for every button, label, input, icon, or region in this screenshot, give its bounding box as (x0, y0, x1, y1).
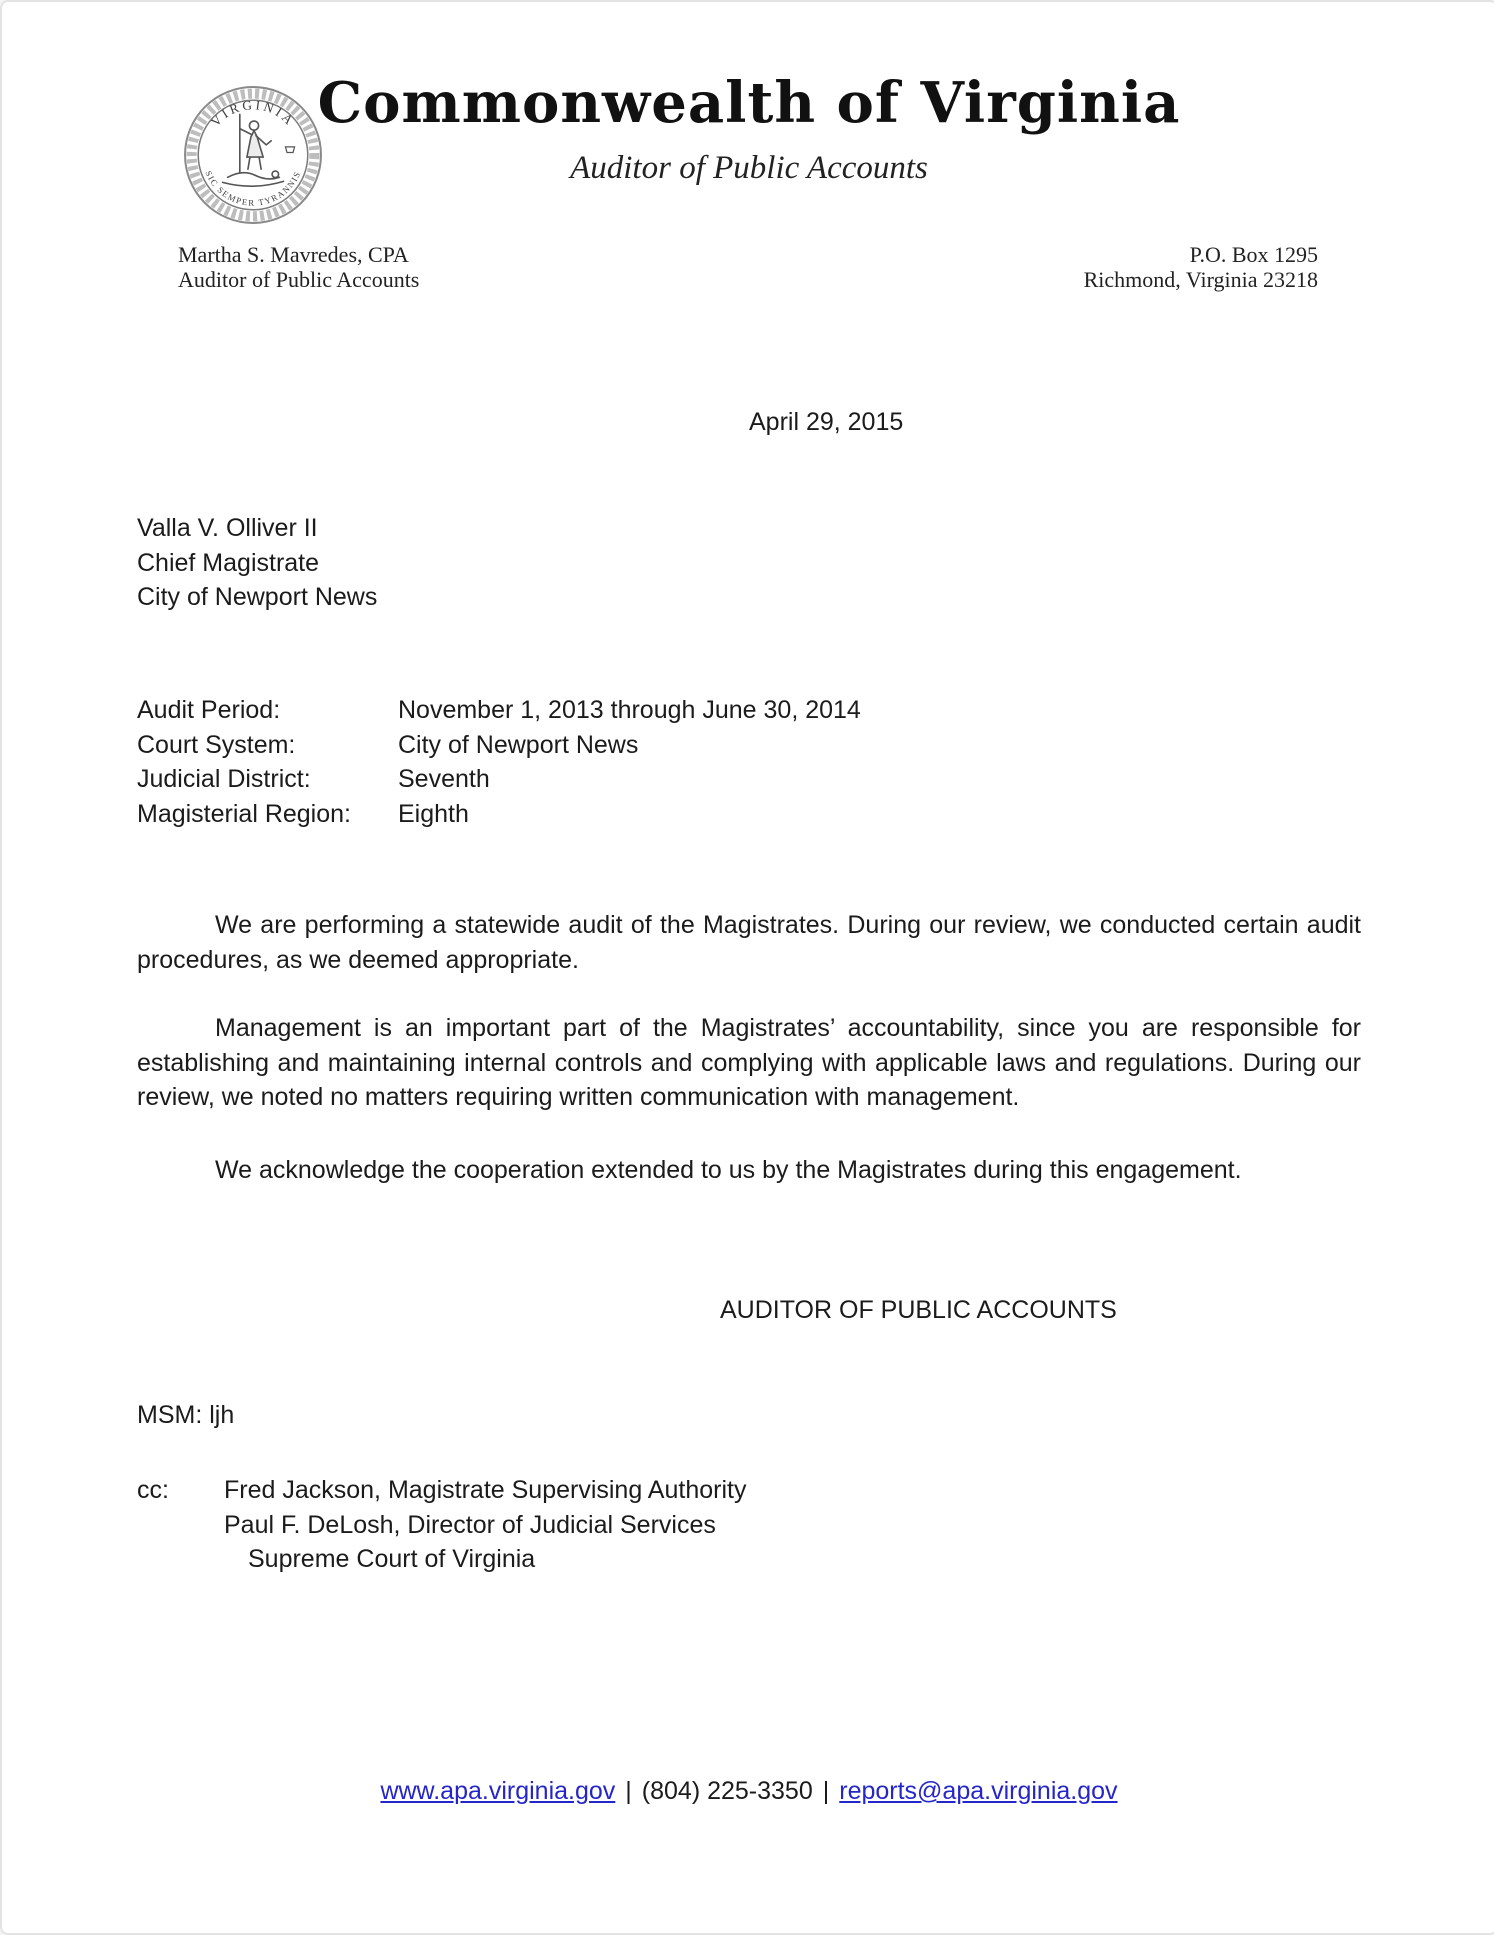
footer-separator-2: | (822, 1777, 830, 1805)
magisterial-region-value: Eighth (398, 799, 469, 828)
judicial-district-label: Judicial District: (137, 765, 311, 793)
cc-label: cc: (137, 1476, 169, 1504)
audit-row-court-system (137, 728, 861, 763)
official-title: Auditor of Public Accounts (178, 266, 420, 292)
audit-period-value: November 1, 2013 through June 30, 2014 (398, 696, 861, 724)
footer-separator-1: | (625, 1777, 632, 1805)
org-title: Commonwealth of Virginia (317, 70, 1181, 136)
address-line-2: Richmond, Virginia 23218 (1083, 266, 1318, 292)
cc-block (137, 1473, 746, 1577)
website-link[interactable]: www.apa.virginia.gov (380, 1777, 616, 1805)
recipient-name: Valla V. Olliver II (137, 514, 318, 542)
audit-period-label: Audit Period: (137, 696, 281, 724)
recipient-title: Chief Magistrate (137, 548, 320, 577)
footer-contact-line (137, 1774, 1361, 1809)
address-block (1084, 243, 1318, 292)
magisterial-region-label: Magisterial Region: (137, 799, 351, 828)
court-system-value: City of Newport News (398, 730, 639, 759)
phone-number: (804) 225-3350 (641, 1777, 813, 1805)
seal-bottom-text: SIC SEMPER TYRANNIS (203, 169, 303, 208)
recipient-location: City of Newport News (137, 583, 378, 611)
cc-entry-2: Paul F. DeLosh, Director of Judicial Services (224, 1510, 716, 1539)
cc-entry-1: Fred Jackson, Magistrate Supervising Authority (224, 1476, 747, 1504)
audit-info-table (137, 693, 861, 831)
official-name: Martha S. Mavredes, CPA (178, 242, 409, 267)
seal-top-text: VIRGINIA (207, 97, 299, 130)
body-paragraph-1: We are performing a statewide audit of the Magistrates. During our review, we conducted certain audit procedures, as we deemed appropriate. (137, 911, 1361, 974)
court-system-label: Court System: (137, 730, 296, 759)
audit-row-judicial-district (137, 762, 861, 797)
audit-row-period (137, 693, 861, 728)
body-paragraph-2: Management is an important part of the Magistrates’ accountability, since you are responsible for establishing and maintaining internal controls and complying with applicable laws and regulations. During our review, we noted no matters requiring written communication with management. (137, 1014, 1361, 1111)
cc-entry-3: Supreme Court of Virginia (248, 1545, 536, 1573)
judicial-district-value: Seventh (398, 765, 490, 793)
audit-row-magisterial-region (137, 797, 861, 832)
org-subtitle: Auditor of Public Accounts (570, 150, 928, 186)
reference-initials: MSM: ljh (137, 1401, 235, 1429)
email-link[interactable]: reports@apa.virginia.gov (839, 1777, 1118, 1805)
cc-entries (224, 1473, 746, 1577)
letter-date: April 29, 2015 (749, 408, 904, 436)
official-block (178, 243, 419, 292)
body-paragraph-3: We acknowledge the cooperation extended to us by the Magistrates during this engagement. (215, 1156, 1242, 1184)
signature-organization: AUDITOR OF PUBLIC ACCOUNTS (720, 1296, 1117, 1324)
address-line-1: P.O. Box 1295 (1189, 242, 1318, 267)
recipient-block (137, 511, 377, 615)
